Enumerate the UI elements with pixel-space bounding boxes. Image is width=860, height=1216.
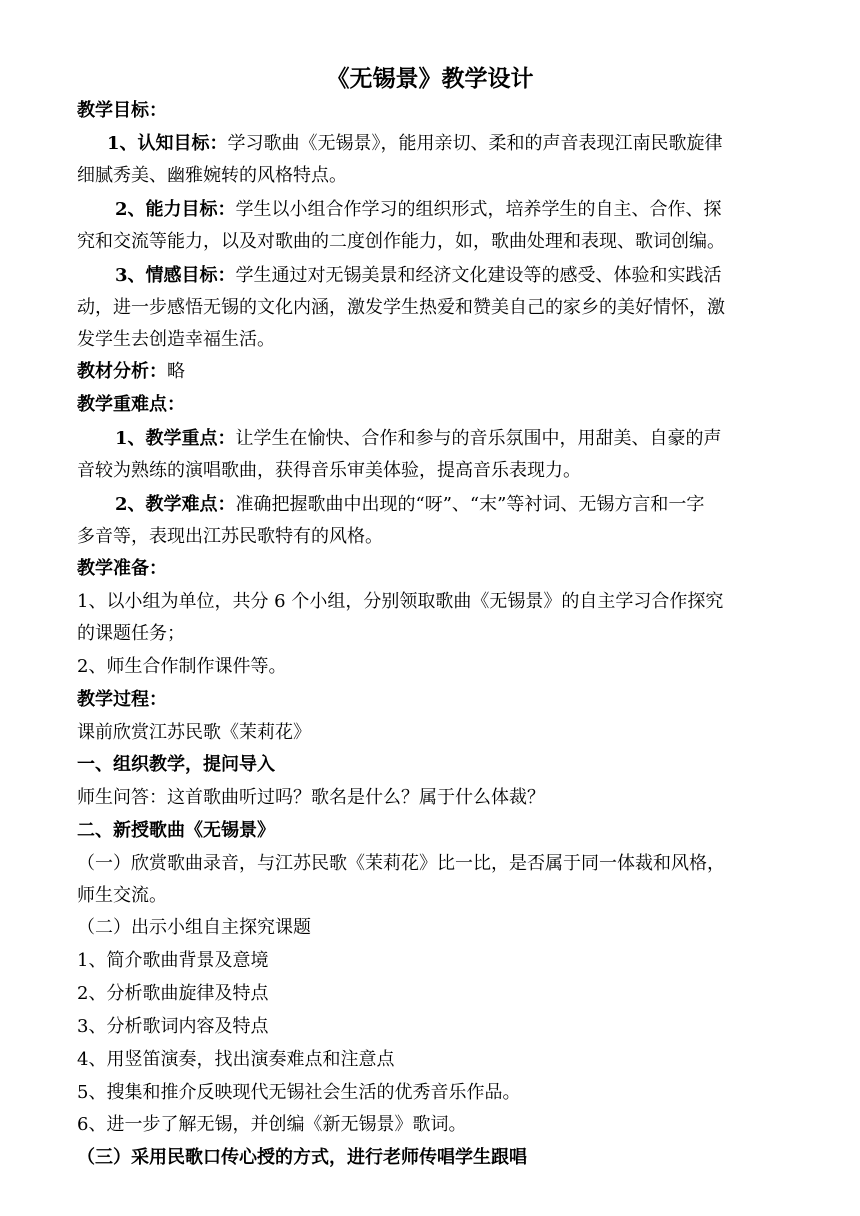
paragraph-line [77, 525, 812, 549]
body-text: 细腻秀美、幽雅婉转的风格特点。 [77, 165, 347, 186]
list-item [77, 1048, 812, 1072]
paragraph-line [77, 622, 812, 646]
paragraph-line [77, 721, 812, 745]
body-text: （二）出示小组自主探究课题 [77, 917, 311, 938]
paragraph-line [77, 328, 812, 352]
paragraph-line [77, 655, 812, 679]
body-text: 让学生在愉快、合作和参与的音乐氛围中，用甜美、自豪的声 [235, 428, 722, 449]
bold-text: 教学目标： [77, 100, 167, 121]
subsection-heading [77, 753, 812, 777]
paragraph-line [77, 786, 812, 810]
section-heading-key-points [77, 393, 812, 417]
body-text: 略 [167, 361, 185, 382]
paragraph-line [115, 264, 850, 288]
section-heading-process [77, 688, 812, 712]
subsection-heading [77, 819, 812, 843]
section-heading-material-analysis [77, 360, 812, 384]
body-text: 3、分析歌词内容及特点 [77, 1016, 269, 1037]
paragraph-line [115, 493, 850, 517]
paragraph-line [77, 884, 812, 908]
body-text: 师生交流。 [77, 885, 167, 906]
body-text: 多音等，表现出江苏民歌特有的风格。 [77, 526, 383, 547]
paragraph-line [77, 916, 812, 940]
body-text: 4、用竖笛演奏，找出演奏难点和注意点 [77, 1049, 395, 1070]
body-text: 学生通过对无锡美景和经济文化建设等的感受、体验和实践活 [235, 265, 722, 286]
bold-text: 3、情感目标： [115, 265, 236, 286]
body-text: 1、简介歌曲背景及意境 [77, 950, 269, 971]
body-text: 6、进一步了解无锡，并创编《新无锡景》歌词。 [77, 1114, 467, 1135]
body-text: 究和交流等能力，以及对歌曲的二度创作能力，如，歌曲处理和表现、歌词创编。 [77, 231, 725, 252]
subsection-heading [77, 1146, 812, 1170]
paragraph-line [115, 427, 850, 451]
paragraph-line [77, 590, 812, 614]
paragraph-line [115, 198, 850, 222]
body-text: 2、分析歌曲旋律及特点 [77, 983, 269, 1004]
document-title: 《无锡景》教学设计 [326, 65, 534, 92]
paragraph-line [77, 164, 812, 188]
list-item [77, 1015, 812, 1039]
bold-text: 1、认知目标： [107, 133, 228, 154]
body-text: 的课题任务； [77, 623, 185, 644]
bold-text: 教学准备： [77, 558, 167, 579]
bold-text: 2、教学难点： [115, 494, 236, 515]
list-item [77, 1081, 812, 1105]
bold-text: 一、组织教学，提问导入 [77, 754, 275, 775]
body-text: 动，进一步感悟无锡的文化内涵，激发学生热爱和赞美自己的家乡的美好情怀，激 [77, 297, 725, 318]
body-text: 课前欣赏江苏民歌《茉莉花》 [77, 722, 311, 743]
body-text: 学习歌曲《无锡景》，能用亲切、柔和的声音表现江南民歌旋律 [227, 133, 723, 154]
bold-text: 1、教学重点： [115, 428, 236, 449]
body-text: 学生以小组合作学习的组织形式，培养学生的自主、合作、探 [235, 199, 722, 220]
body-text: （一）欣赏歌曲录音，与江苏民歌《茉莉花》比一比，是否属于同一体裁和风格， [77, 853, 725, 874]
section-heading-teaching-goals [77, 99, 812, 123]
bold-text: 教学重难点： [77, 394, 185, 415]
bold-text: 教学过程： [77, 689, 167, 710]
bold-text: 2、能力目标： [115, 199, 236, 220]
body-text: 发学生去创造幸福生活。 [77, 329, 275, 350]
section-heading-preparation [77, 557, 812, 581]
bold-text: 二、新授歌曲《无锡景》 [77, 820, 275, 841]
list-item [77, 1113, 812, 1137]
body-text: 音较为熟练的演唱歌曲，获得音乐审美体验，提高音乐表现力。 [77, 460, 581, 481]
bold-text: 教材分析： [77, 361, 167, 382]
list-item [77, 982, 812, 1006]
body-text: 准确把握歌曲中出现的“呀”、“末”等衬词、无锡方言和一字 [235, 494, 705, 515]
bold-text: （三）采用民歌口传心授的方式，进行老师传唱学生跟唱 [77, 1147, 527, 1168]
paragraph-line [77, 296, 812, 320]
list-item [77, 949, 812, 973]
paragraph-line [77, 230, 812, 254]
paragraph-line [77, 459, 812, 483]
body-text: 5、搜集和推介反映现代无锡社会生活的优秀音乐作品。 [77, 1082, 521, 1103]
body-text: 师生问答：这首歌曲听过吗？歌名是什么？属于什么体裁？ [77, 787, 545, 808]
body-text: 1、以小组为单位，共分 6 个小组，分别领取歌曲《无锡景》的自主学习合作探究 [77, 591, 724, 612]
paragraph-line [107, 132, 842, 156]
paragraph-line [77, 852, 812, 876]
body-text: 2、师生合作制作课件等。 [77, 656, 287, 677]
